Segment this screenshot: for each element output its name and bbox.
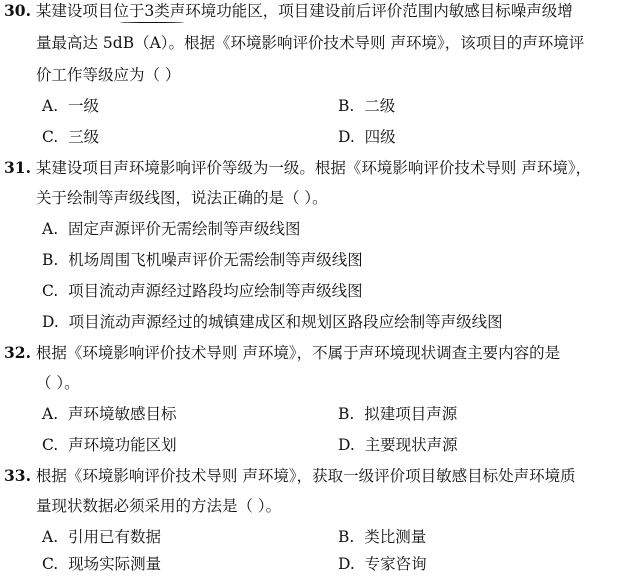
option-c: C. 声环境功能区划 [42, 436, 177, 454]
option-b: B. 类比测量 [338, 528, 427, 546]
question-stem-line: 价工作等级应为（ ） [36, 66, 181, 84]
question-number: 30. [4, 1, 31, 20]
option-d: D. 四级 [338, 128, 396, 146]
option-c: C. 三级 [42, 128, 100, 146]
option-d: D. 主要现状声源 [338, 436, 458, 454]
option-b: B. 机场周围飞机噪声评价无需绘制等声级线图 [42, 251, 363, 269]
option-d: D. 项目流动声源经过的城镇建成区和规划区路段应绘制等声级线图 [42, 313, 503, 331]
question-stem-line: 某建设项目位于3类声环境功能区，项目建设前后评价范围内敏感目标噪声级增 [35, 2, 573, 20]
option-b: B. 拟建项目声源 [338, 405, 458, 423]
option-c: C. 现场实际测量 [42, 555, 162, 573]
option-a: A. 引用已有数据 [42, 528, 161, 546]
question-stem-line: 量现状数据必须采用的方法是（ ）。 [36, 497, 282, 515]
option-b: B. 二级 [338, 97, 396, 115]
question-stem-line: 关于绘制等声级线图，说法正确的是（ ）。 [36, 189, 328, 207]
question-stem-line: （ ）。 [36, 374, 80, 392]
option-a: A. 声环境敏感目标 [42, 405, 177, 423]
option-a: A. 一级 [42, 97, 99, 115]
question-number: 32. [4, 343, 31, 362]
option-d: D. 专家咨询 [338, 555, 427, 573]
question-stem-line: 量最高达 5dB（A）。根据《环境影响评价技术导则 声环境》，该项目的声环境评 [36, 34, 585, 52]
question-stem-line: 根据《环境影响评价技术导则 声环境》，获取一级评价项目敏感目标处声环境质 [35, 467, 576, 485]
option-c: C. 项目流动声源经过路段均应绘制等声级线图 [42, 282, 363, 300]
question-number: 33. [4, 466, 31, 485]
question-number: 31. [4, 158, 31, 177]
question-stem-line: 根据《环境影响评价技术导则 声环境》，不属于声环境现状调查主要内容的是 [35, 344, 561, 362]
option-a: A. 固定声源评价无需绘制等声级线图 [42, 220, 301, 238]
question-stem-line: 某建设项目声环境影响评价等级为一级。根据《环境影响评价技术导则 声环境》， [35, 159, 592, 177]
handwritten-underline [120, 22, 184, 23]
